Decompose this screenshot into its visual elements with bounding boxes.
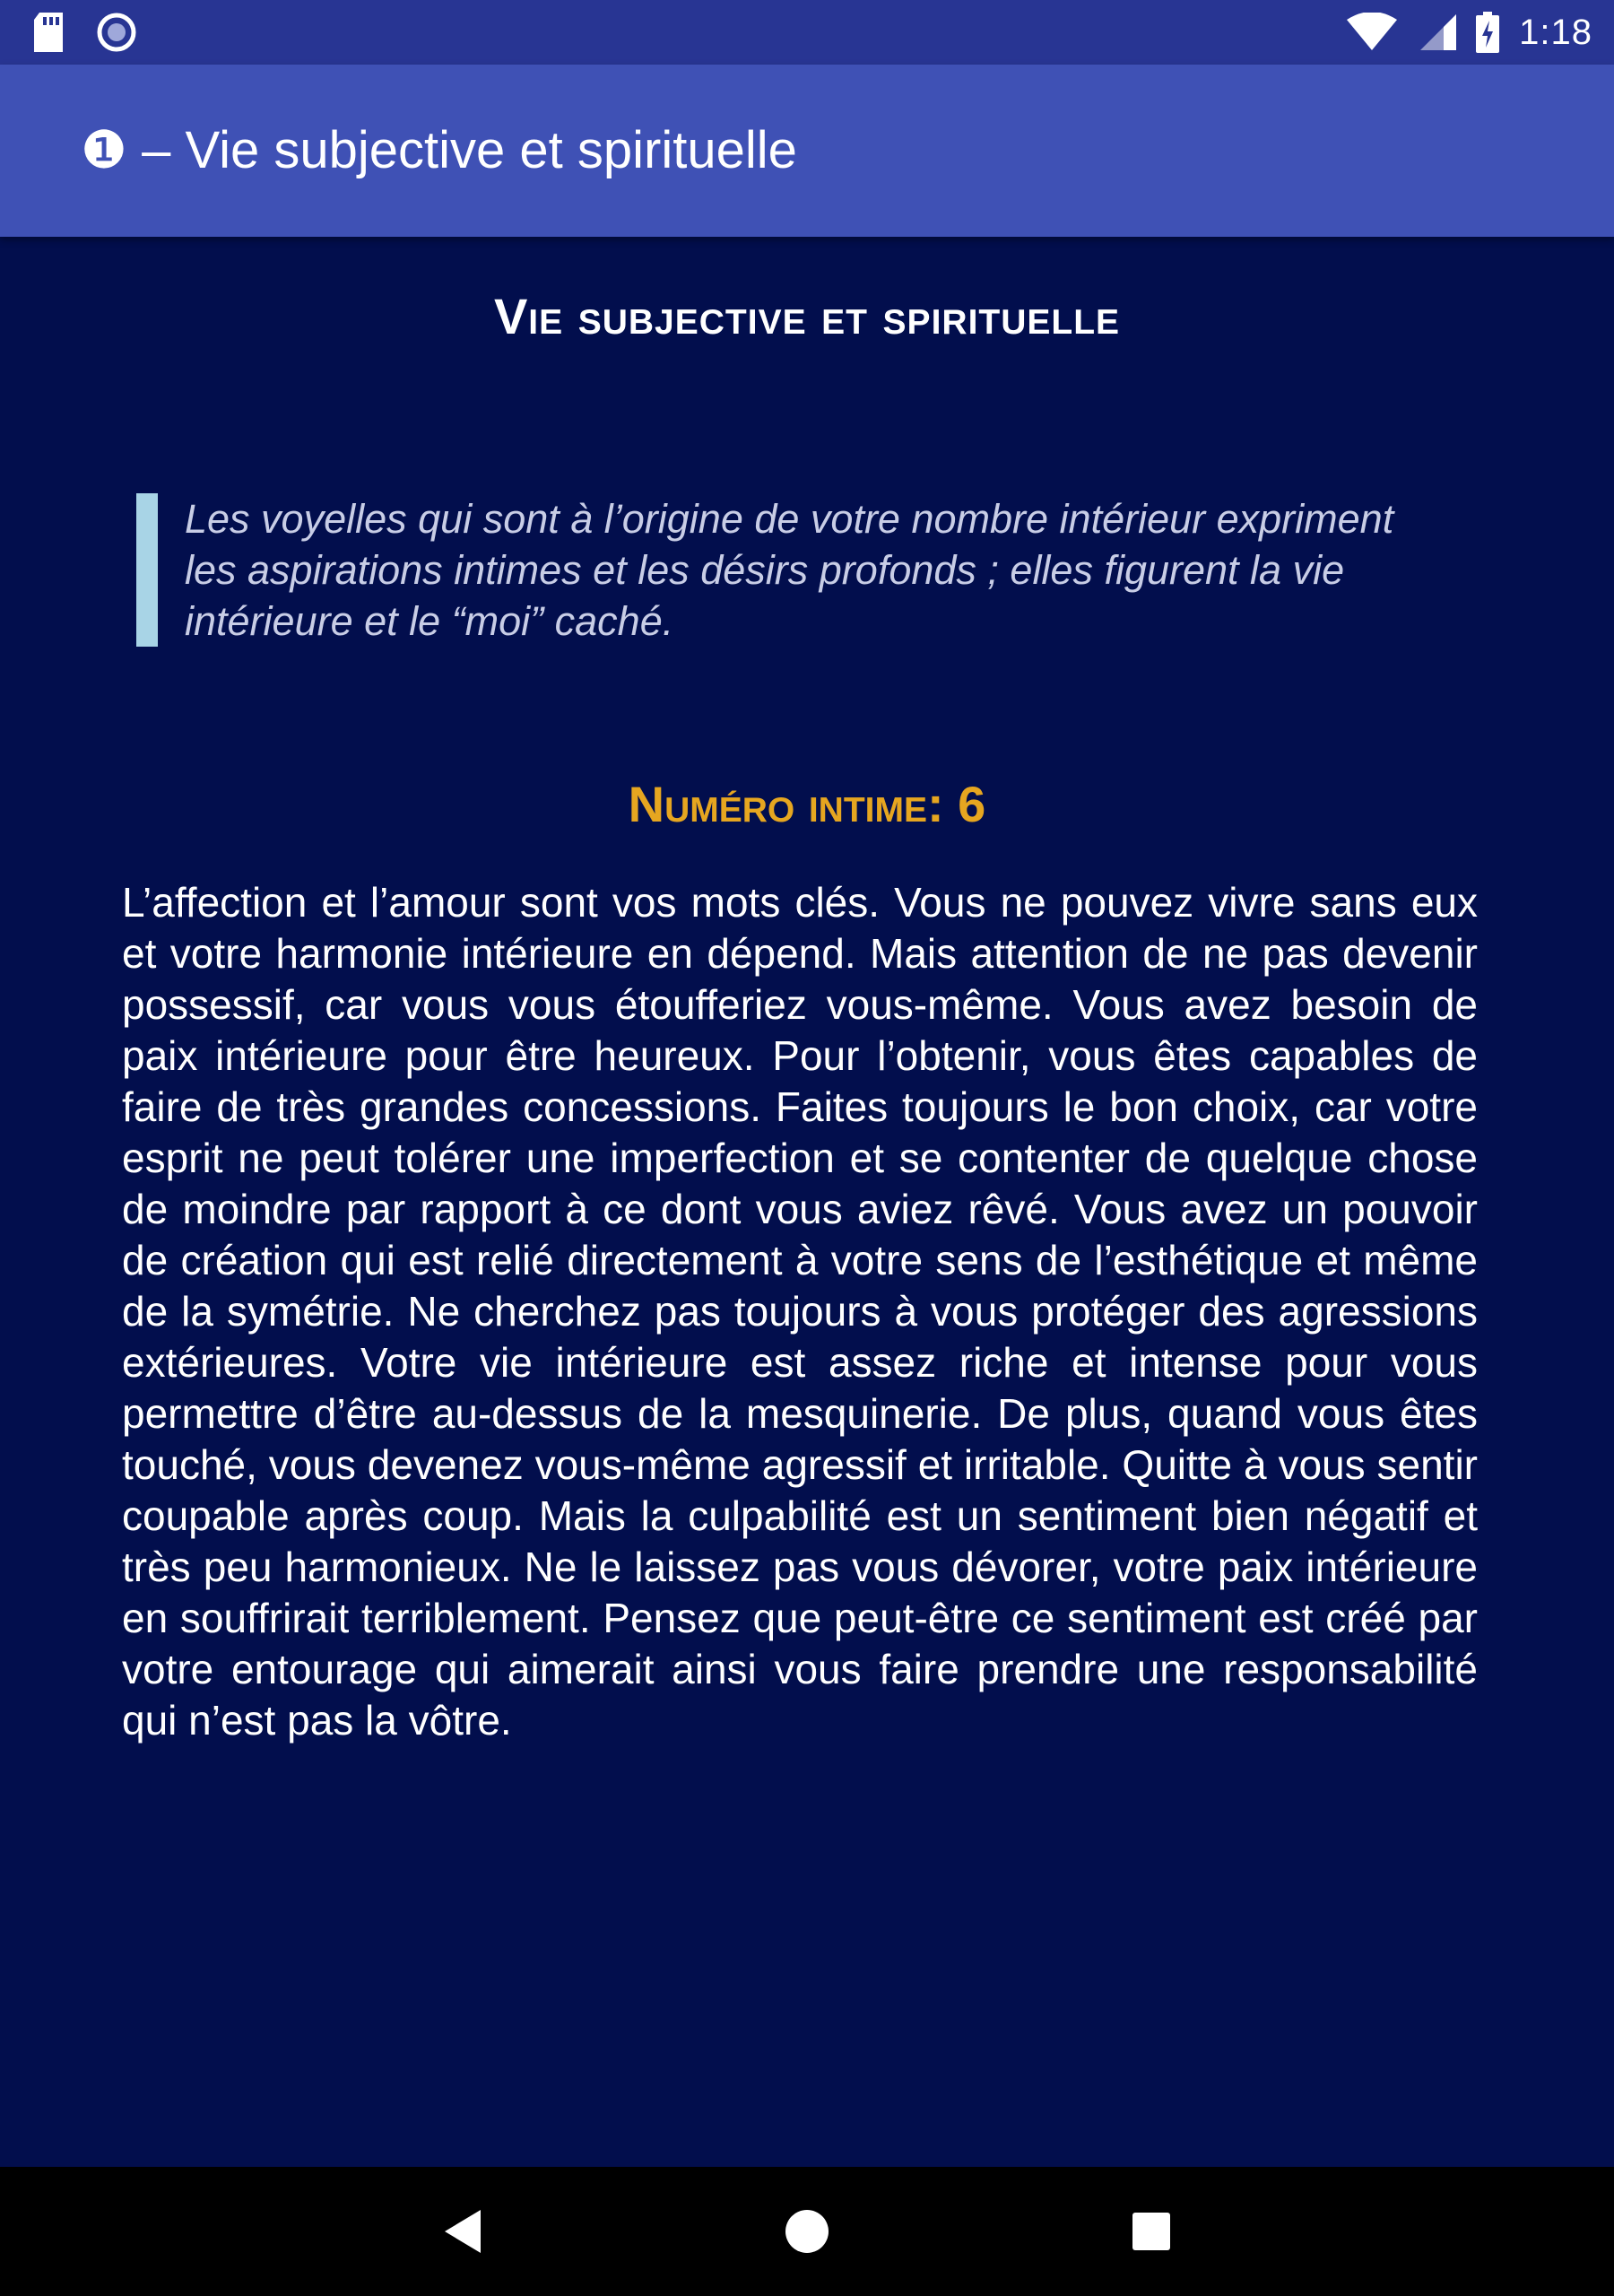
- description-text: L’affection et l’amour sont vos mots clés. Vous ne pouvez vivre sans eux et votre harmonie intérieure en dépend. Mais attention de ne pas devenir possessif, car vous vous étoufferiez vous-même. Vous avez besoin de paix intérieure pour être heureux. Pour l’obtenir, vous êtes capables de faire de très grandes concessions. Faites toujours le bon choix, car votre esprit ne peut tolérer une imperfection et se contenter de quelque chose de moindre par rapport à ce dont vous aviez rêvé. Vous avez un pouvoir de création qui est relié directement à votre sens de l’esthétique et même de la symétrie. Ne cherchez pas toujours à vous protéger des agressions extérieures. Votre vie intérieure est assez riche et intense pour vous permettre d’être au-dessus de la mesquinerie. De plus, quand vous êtes touché, vous devenez vous-même agressif et irritable. Quitte à vous sentir coupable après coup. Mais la culpabilité est un sentiment bien négatif et très peu harmonieux. Ne le laissez pas vous dévorer, votre paix intérieure en souffrirait terriblement. Pensez que peut-être ce sentiment est créé par votre entourage qui aimerait ainsi vous faire prendre une responsabilité qui n’est pas la vôtre.: [122, 879, 1478, 1744]
- status-right-icons: [1347, 0, 1592, 65]
- signal-icon: [1417, 13, 1456, 52]
- intro-quote: Les voyelles qui sont à l’origine de votre nombre intérieur expriment les aspirations intimes et les désirs profonds ; elles figurent la vie intérieure et le “moi” caché.: [136, 493, 1440, 647]
- wifi-icon: [1347, 13, 1397, 52]
- sync-icon: [97, 13, 136, 52]
- status-time: 1:18: [1519, 12, 1592, 52]
- status-bar: [0, 0, 1614, 65]
- app-bar: [0, 65, 1614, 237]
- recents-button[interactable]: [1126, 2206, 1176, 2257]
- back-button[interactable]: [438, 2206, 488, 2257]
- content-scroll[interactable]: [0, 237, 1614, 2167]
- back-icon: [441, 2208, 484, 2255]
- home-icon: [784, 2208, 830, 2255]
- number-title: Numéro intime: 6: [628, 776, 986, 832]
- section-title: Vie subjective et spirituelle: [493, 288, 1121, 344]
- recents-icon: [1131, 2211, 1172, 2252]
- battery-icon: [1476, 12, 1499, 53]
- status-left-icons: [32, 13, 136, 52]
- home-button[interactable]: [782, 2206, 832, 2257]
- app-title: ❶ – Vie subjective et spirituelle: [81, 121, 797, 179]
- sd-card-icon: [32, 13, 65, 52]
- navigation-bar: [0, 2167, 1614, 2296]
